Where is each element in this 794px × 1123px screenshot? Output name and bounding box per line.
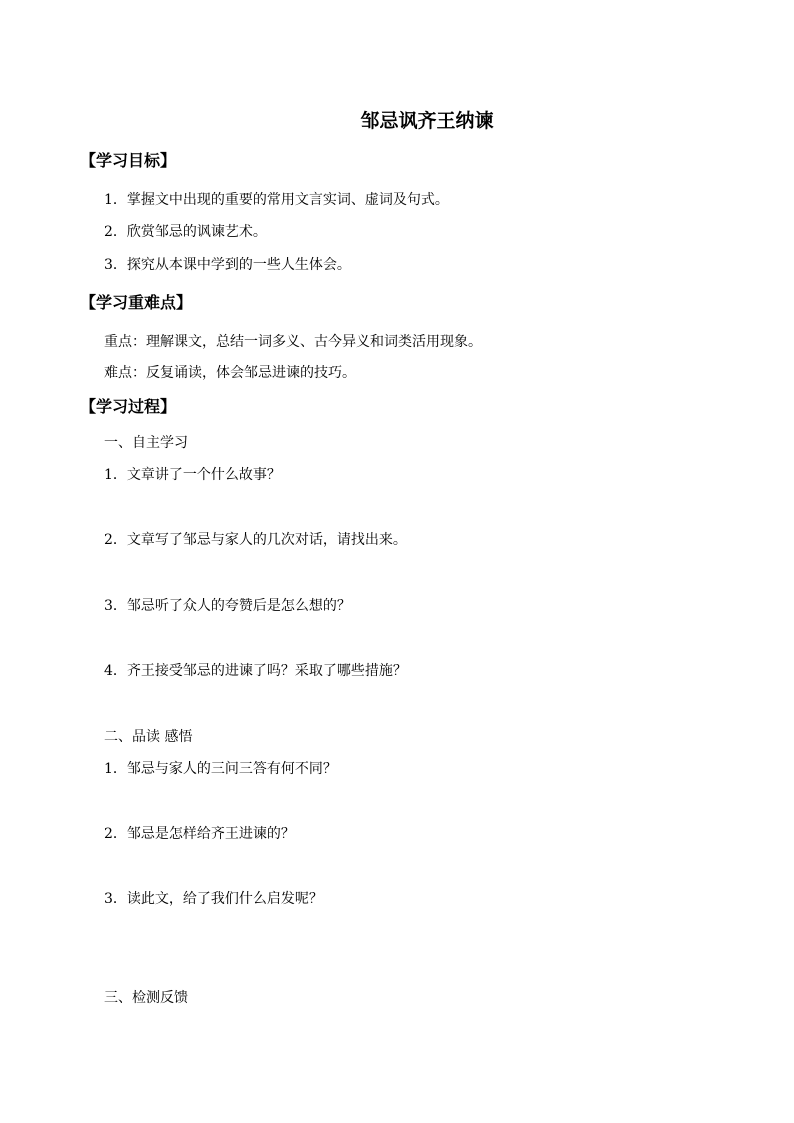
goals-heading: 【学习目标】	[80, 151, 177, 170]
process-heading: 【学习过程】	[80, 397, 177, 416]
goal-item-3: 3．探究从本课中学到的一些人生体会。	[104, 257, 351, 273]
part3-title: 三、检测反馈	[104, 990, 188, 1006]
part1-title: 一、自主学习	[104, 435, 188, 451]
goal-item-2: 2．欣赏邹忌的讽谏艺术。	[104, 224, 267, 240]
goal-item-1: 1．掌握文中出现的重要的常用文言实词、虚词及句式。	[104, 192, 449, 208]
part2-title: 二、品读 感悟	[104, 729, 193, 745]
key-point-item-2: 难点：反复诵读，体会邹忌进谏的技巧。	[104, 365, 356, 381]
part1-question-4: 4．齐王接受邹忌的进谏了吗？采取了哪些措施？	[104, 663, 407, 679]
part1-question-1: 1．文章讲了一个什么故事？	[104, 467, 281, 483]
key-point-item-1: 重点：理解课文，总结一词多义、古今异义和词类活用现象。	[104, 334, 482, 350]
part1-question-2: 2．文章写了邹忌与家人的几次对话，请找出来。	[104, 532, 407, 548]
part1-question-3: 3．邹忌听了众人的夸赞后是怎么想的？	[104, 598, 351, 614]
part2-question-3: 3．读此文，给了我们什么启发呢？	[104, 891, 323, 907]
document-title: 邹忌讽齐王纳谏	[360, 110, 494, 132]
key-points-heading: 【学习重难点】	[80, 293, 193, 312]
part2-question-1: 1．邹忌与家人的三问三答有何不同？	[104, 761, 337, 777]
part2-question-2: 2．邹忌是怎样给齐王进谏的？	[104, 826, 295, 842]
